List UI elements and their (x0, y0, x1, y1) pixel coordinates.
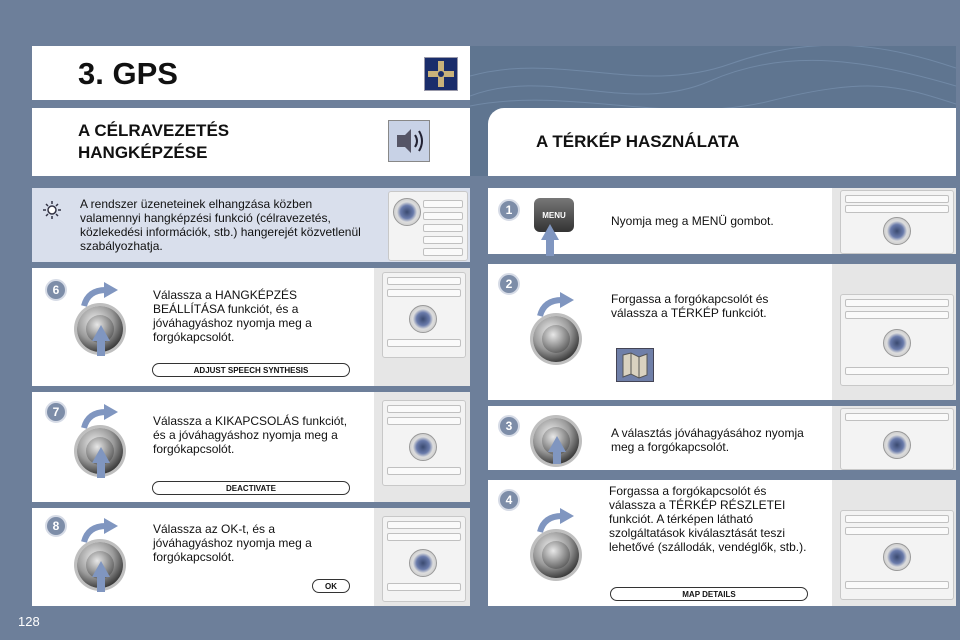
radio-front-panel (840, 190, 954, 254)
press-arrow-icon (548, 436, 566, 452)
rotate-arrow-icon (536, 508, 576, 534)
step-2-badge: 2 (498, 273, 520, 295)
radio-front-panel (840, 510, 954, 600)
step-1-badge: 1 (498, 199, 520, 221)
radio-front-panel (388, 191, 468, 261)
left-section-title (78, 120, 229, 164)
step-2-text: Forgassa a forgókapcsolót és válassza a TÉRKÉP funkciót. (611, 292, 769, 320)
map-banner (470, 46, 956, 108)
step-3-badge: 3 (498, 415, 520, 437)
step-4-text: Forgassa a forgókapcsolót és válassza a TÉRKÉP RÉSZLETEI funkciót. A térképen látható szolgáltatások kiválasztását teszi lehetővé (szállodák, vendéglők, stb.). (609, 484, 807, 554)
rotate-arrow-icon (80, 404, 120, 430)
gps-crosshair-icon (424, 57, 458, 91)
press-arrow-icon (92, 447, 110, 463)
step-8-text: Válassza az OK-t, és a jóváhagyáshoz nyomja meg a forgókapcsolót. (153, 522, 312, 564)
step-3-text: A választás jóváhagyásához nyomja meg a forgókapcsolót. (611, 426, 804, 454)
chapter-title: 3. GPS (78, 56, 178, 91)
rotate-arrow-icon (80, 282, 120, 308)
step-4-screen-label: MAP DETAILS (610, 587, 808, 601)
step-4-badge: 4 (498, 489, 520, 511)
topographic-lines (470, 46, 956, 108)
press-arrow-icon (92, 325, 110, 341)
rotary-knob (533, 316, 579, 362)
left-section-title-line2: HANGKÉPZÉSE (78, 143, 208, 162)
sun-settings-icon (42, 200, 62, 220)
rotate-arrow-icon (536, 292, 576, 318)
step-6-badge: 6 (45, 279, 67, 301)
step-6-text: Válassza a HANGKÉPZÉS BEÁLLÍTÁSA funkciót, és a jóváhagyáshoz nyomja meg a forgókapcsolót. (153, 288, 312, 344)
rotate-arrow-icon (80, 518, 120, 544)
press-arrow-shaft (546, 238, 554, 256)
rotary-knob (533, 532, 579, 578)
press-arrow-icon (541, 224, 559, 240)
radio-front-panel (382, 400, 466, 486)
step-8-screen-label: OK (312, 579, 350, 593)
map-book-icon (616, 348, 654, 382)
page-number: 128 (18, 614, 40, 629)
voice-speaker-icon (388, 120, 430, 162)
step-6-screen-label: ADJUST SPEECH SYNTHESIS (152, 363, 350, 377)
intro-text: A rendszer üzeneteinek elhangzása közben valamennyi hangképzési funkció (célravezetés, közlekedési információk, stb.) hangerejét közvetlenül szabályozhatja. (80, 197, 361, 253)
press-arrow-icon (92, 561, 110, 577)
step-8-badge: 8 (45, 515, 67, 537)
radio-front-panel (382, 272, 466, 358)
right-section-title: A TÉRKÉP HASZNÁLATA (536, 132, 740, 151)
step-1-text: Nyomja meg a MENÜ gombot. (611, 214, 774, 228)
radio-front-panel (840, 408, 954, 470)
step-7-text: Válassza a KIKAPCSOLÁS funkciót, és a jóváhagyáshoz nyomja meg a forgókapcsolót. (153, 414, 348, 456)
radio-front-panel (840, 294, 954, 386)
step-7-badge: 7 (45, 401, 67, 423)
left-section-title-line1: A CÉLRAVEZETÉS (78, 121, 230, 140)
menu-button: MENU (534, 198, 574, 232)
step-7-screen-label: DEACTIVATE (152, 481, 350, 495)
radio-front-panel (382, 516, 466, 602)
